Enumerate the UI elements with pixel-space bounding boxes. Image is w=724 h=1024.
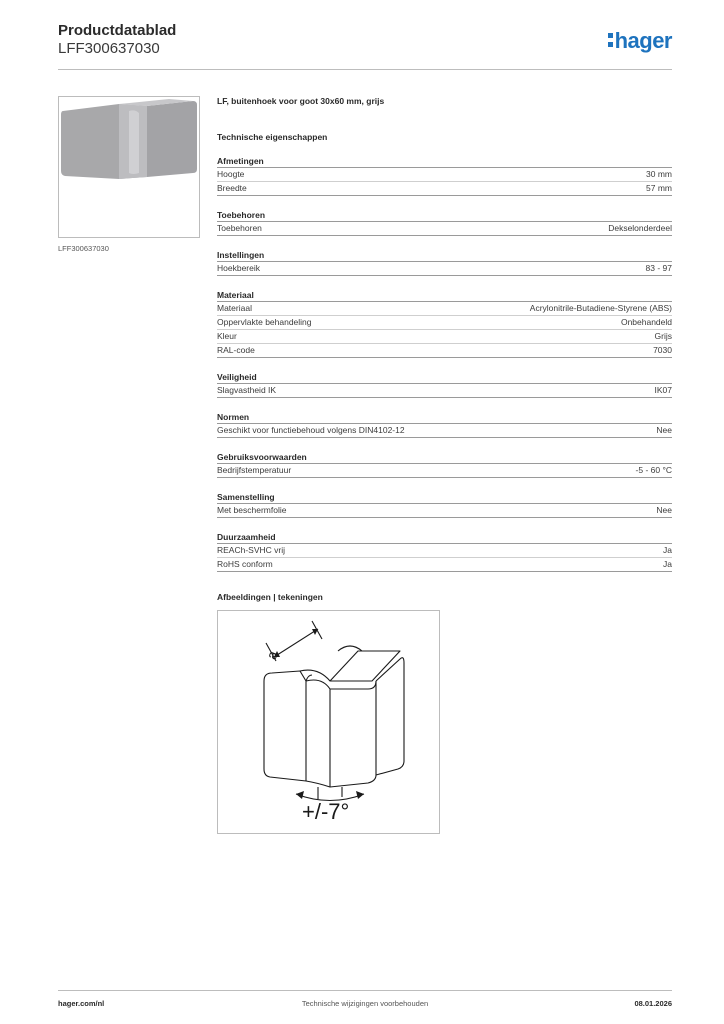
spec-label: Materiaal [217, 303, 252, 313]
spec-row [217, 182, 672, 196]
spec-value: -5 - 60 °C [635, 465, 672, 475]
spec-label: RAL-code [217, 345, 255, 355]
product-number: LFF300637030 [58, 40, 160, 57]
spec-section-toebehoren [217, 210, 672, 236]
spec-row [217, 344, 672, 358]
spec-row [217, 558, 672, 572]
spec-section-duurzaamheid [217, 532, 672, 572]
section-title: Normen [217, 412, 672, 424]
document-title: Productdatablad [58, 22, 177, 39]
section-title: Duurzaamheid [217, 532, 672, 544]
spec-label: Breedte [217, 183, 247, 193]
drawings-title: Afbeeldingen | tekeningen [217, 592, 323, 602]
spec-value: 83 - 97 [645, 263, 672, 273]
spec-section-instellingen [217, 250, 672, 276]
spec-section-afmetingen [217, 156, 672, 196]
spec-label: Bedrijfstemperatuur [217, 465, 292, 475]
footer-notice: Technische wijzigingen voorbehouden [301, 999, 429, 1008]
spec-row [217, 302, 672, 316]
section-title: Instellingen [217, 250, 672, 262]
spec-sections [217, 156, 672, 572]
spec-label: Oppervlakte behandeling [217, 317, 312, 327]
spec-label: Hoogte [217, 169, 245, 179]
technical-drawing [217, 610, 440, 834]
spec-label: Geschikt voor functiebehoud volgens DIN4102-12 [217, 425, 405, 435]
spec-value: 7030 [653, 345, 672, 355]
spec-label: RoHS conform [217, 559, 273, 569]
spec-section-normen [217, 412, 672, 438]
footer-website: hager.com/nl [58, 999, 105, 1008]
spec-value: 57 mm [646, 183, 672, 193]
spec-row [217, 504, 672, 518]
page-footer [58, 990, 672, 1012]
spec-value: Acrylonitrile-Butadiene-Styrene (ABS) [529, 303, 672, 313]
product-thumbnail [58, 96, 200, 238]
footer-date: 08.01.2026 [634, 999, 672, 1008]
spec-row [217, 330, 672, 344]
main-content [217, 96, 672, 834]
page-header [58, 22, 672, 70]
technical-properties-title: Technische eigenschappen [217, 132, 328, 142]
spec-value: Onbehandeld [620, 317, 672, 327]
spec-row [217, 222, 672, 236]
spec-value: Nee [656, 505, 672, 515]
spec-section-veiligheid [217, 372, 672, 398]
spec-label: Hoekbereik [217, 263, 260, 273]
spec-row [217, 424, 672, 438]
spec-label: Slagvastheid IK [217, 385, 277, 395]
logo-text: hager [614, 28, 672, 53]
product-description: LF, buitenhoek voor goot 30x60 mm, grijs [217, 96, 385, 106]
section-title: Toebehoren [217, 210, 672, 222]
spec-value: Dekselonderdeel [608, 223, 672, 233]
spec-section-materiaal [217, 290, 672, 358]
spec-value: 30 mm [646, 169, 672, 179]
section-title: Veiligheid [217, 372, 672, 384]
spec-value: IK07 [654, 385, 672, 395]
spec-value: Nee [656, 425, 672, 435]
spec-label: Toebehoren [217, 223, 262, 233]
section-title: Afmetingen [217, 156, 672, 168]
angle-label: +/-7° [302, 799, 350, 824]
section-title: Samenstelling [217, 492, 672, 504]
spec-row [217, 384, 672, 398]
logo-dots-icon [608, 33, 613, 47]
spec-label: REACh-SVHC vrij [217, 545, 286, 555]
section-title: Materiaal [217, 290, 672, 302]
spec-row [217, 316, 672, 330]
hager-logo [608, 28, 672, 54]
spec-value: Ja [663, 559, 672, 569]
section-title: Gebruiksvoorwaarden [217, 452, 672, 464]
spec-label: Kleur [217, 331, 237, 341]
spec-value: Grijs [654, 331, 672, 341]
spec-row [217, 262, 672, 276]
product-photo-icon [59, 97, 199, 237]
spec-row [217, 168, 672, 182]
spec-value: Ja [663, 545, 672, 555]
dimension-label: a [263, 648, 281, 662]
spec-row [217, 544, 672, 558]
spec-section-gebruiksvoorwaarden [217, 452, 672, 478]
spec-row [217, 464, 672, 478]
thumbnail-caption: LFF300637030 [58, 244, 109, 253]
spec-section-samenstelling [217, 492, 672, 518]
spec-label: Met beschermfolie [217, 505, 287, 515]
